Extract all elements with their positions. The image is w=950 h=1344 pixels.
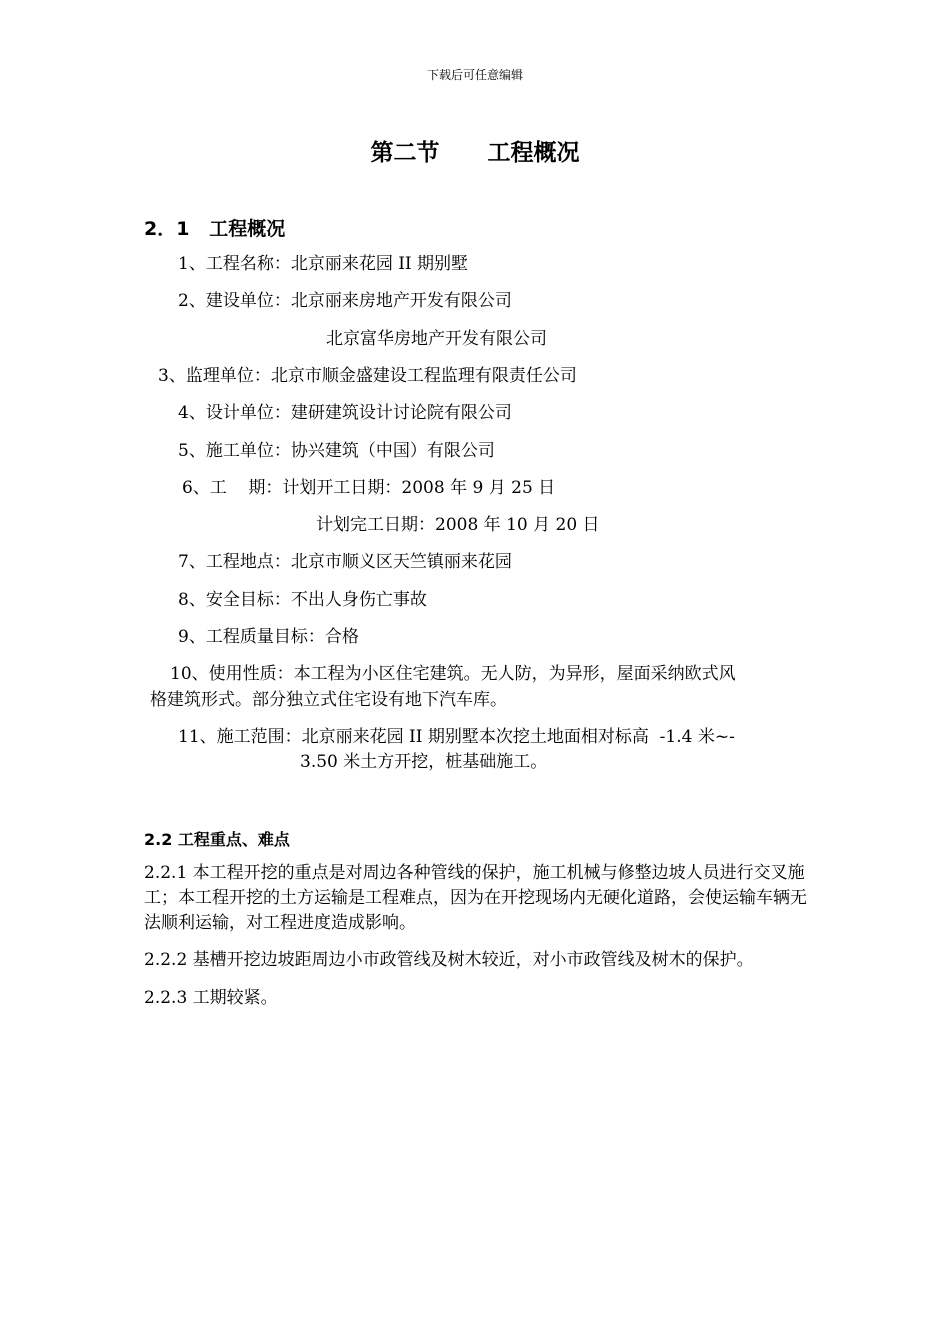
item-scope-line-2: 3.50 米土方开挖，桩基础施工。 bbox=[300, 752, 548, 772]
sub-heading-overview: 2．1 工程概况 bbox=[144, 218, 286, 240]
item-usage-line-1: 10、使用性质：本工程为小区住宅建筑。无人防，为异形，屋面采纳欧式风 bbox=[170, 664, 736, 684]
header-note: 下载后可任意编辑 bbox=[426, 68, 523, 82]
item-period-end: 计划完工日期：2008 年 10 月 20 日 bbox=[316, 515, 600, 535]
item-project-name: 1、工程名称：北京丽来花园 II 期别墅 bbox=[178, 254, 469, 274]
section-title: 第二节 工程概况 bbox=[370, 140, 580, 166]
item-quality: 9、工程质量目标：合格 bbox=[178, 627, 359, 647]
item-safety: 8、安全目标：不出人身伤亡事故 bbox=[178, 590, 427, 610]
item-scope-line-1: 11、施工范围：北京丽来花园 II 期别墅本次挖土地面相对标高 -1.4 米~- bbox=[178, 727, 735, 747]
item-builder: 2、建设单位：北京丽来房地产开发有限公司 bbox=[178, 291, 512, 311]
point-paragraph-3: 2.2.3 工期较紧。 bbox=[144, 988, 278, 1008]
item-usage-line-2: 格建筑形式。部分独立式住宅设有地下汽车库。 bbox=[150, 690, 507, 710]
point-paragraph-1: 2.2.1 本工程开挖的重点是对周边各种管线的保护，施工机械与修整边坡人员进行交叉施工；本工程开挖的土方运输是工程难点，因为在开挖现场内无硬化道路，会使运输车辆无法顺利运输，对工程进度造成影响。 bbox=[144, 863, 807, 933]
item-supervisor: 3、监理单位：北京市顺金盛建设工程监理有限责任公司 bbox=[158, 366, 577, 386]
item-period-start: 6、工 期：计划开工日期：2008 年 9 月 25 日 bbox=[182, 478, 556, 498]
sub-heading-key-points: 2.2 工程重点、难点 bbox=[144, 830, 290, 849]
item-contractor: 5、施工单位：协兴建筑（中国）有限公司 bbox=[178, 441, 495, 461]
item-builder-second: 北京富华房地产开发有限公司 bbox=[326, 329, 547, 349]
item-location: 7、工程地点：北京市顺义区天竺镇丽来花园 bbox=[178, 552, 512, 572]
item-designer: 4、设计单位：建研建筑设计讨论院有限公司 bbox=[178, 403, 512, 423]
point-paragraph-2: 2.2.2 基槽开挖边坡距周边小市政管线及树木较近，对小市政管线及树木的保护。 bbox=[144, 950, 754, 970]
